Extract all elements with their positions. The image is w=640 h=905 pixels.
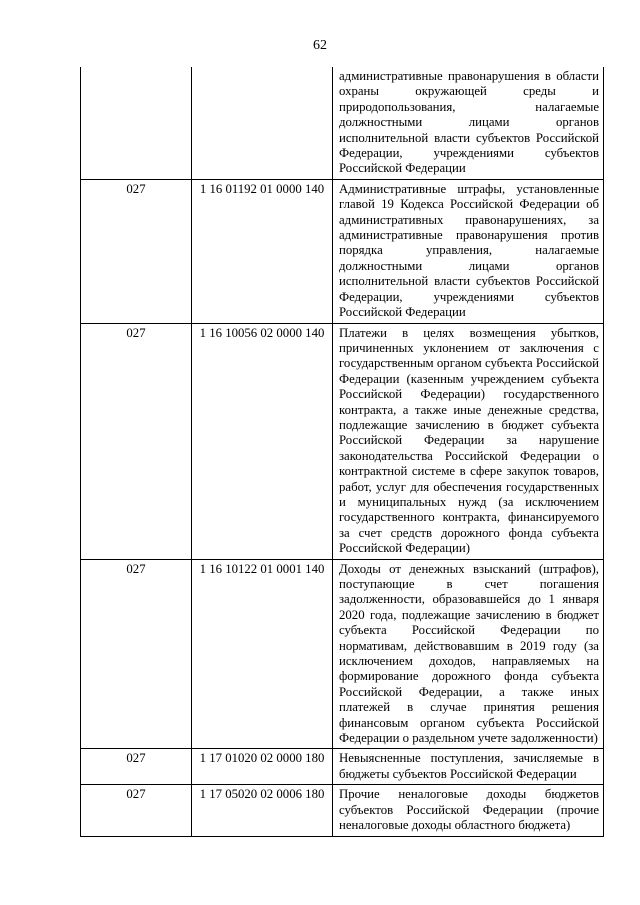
admin-code-cell: 027 <box>81 749 192 785</box>
budget-code-cell: 1 16 10056 02 0000 140 <box>192 323 333 559</box>
revenue-name-cell: Невыясненные поступления, зачисляемые в бюджеты субъектов Российской Федерации <box>333 749 604 785</box>
budget-code-cell <box>192 67 333 179</box>
admin-code-cell: 027 <box>81 559 192 749</box>
admin-code-cell: 027 <box>81 785 192 836</box>
admin-code-cell: 027 <box>81 323 192 559</box>
budget-code-cell: 1 16 10122 01 0001 140 <box>192 559 333 749</box>
revenue-name-cell: Доходы от денежных взысканий (штрафов), поступающие в счет погашения задолженности, образовавшейся до 1 января 2020 года, подлежащие зачислению в бюджет субъекта Российской Федерации по нормативам, действовавшим в 2019 году (за исключением доходов, направляемых на формирование дорожного фонда субъекта Российской Федерации, а также иных платежей в случае принятия решения финансовым органом субъекта Российской Федерации о раздельном учете задолженности) <box>333 559 604 749</box>
table-row <box>81 749 604 785</box>
table-row <box>81 67 604 179</box>
table-row <box>81 785 604 836</box>
revenue-name-cell: Административные штрафы, установленные главой 19 Кодекса Российской Федерации об административных правонарушениях, за административные правонарушения против порядка управления, налагаемые должностными лицами органов исполнительной власти субъектов Российской Федерации, учреждениями субъектов Российской Федерации <box>333 179 604 323</box>
table-row <box>81 559 604 749</box>
admin-code-cell <box>81 67 192 179</box>
revenue-name-cell: Платежи в целях возмещения убытков, причиненных уклонением от заключения с государственным органом субъекта Российской Федерации (казенным учреждением субъекта Российской Федерации) государственного контракта, а также иные денежные средства, подлежащие зачислению в бюджет субъекта Российской Федерации за нарушение законодательства Российской Федерации о контрактной системе в сфере закупок товаров, работ, услуг для обеспечения государственных и муниципальных нужд (за исключением государственного контракта, финансируемого за счет средств дорожного фонда субъекта Российской Федерации) <box>333 323 604 559</box>
budget-code-cell: 1 16 01192 01 0000 140 <box>192 179 333 323</box>
table-row <box>81 179 604 323</box>
table-row <box>81 323 604 559</box>
budget-code-cell: 1 17 01020 02 0000 180 <box>192 749 333 785</box>
revenue-name-cell: административные правонарушения в области охраны окружающей среды и природопользования, налагаемые должностными лицами органов исполнительной власти субъектов Российской Федерации, учреждениями субъектов Российской Федерации <box>333 67 604 179</box>
revenue-codes-table <box>80 67 604 837</box>
page-number: 62 <box>313 38 327 53</box>
budget-code-cell: 1 17 05020 02 0006 180 <box>192 785 333 836</box>
admin-code-cell: 027 <box>81 179 192 323</box>
revenue-name-cell: Прочие неналоговые доходы бюджетов субъектов Российской Федерации (прочие неналоговые доходы областного бюджета) <box>333 785 604 836</box>
